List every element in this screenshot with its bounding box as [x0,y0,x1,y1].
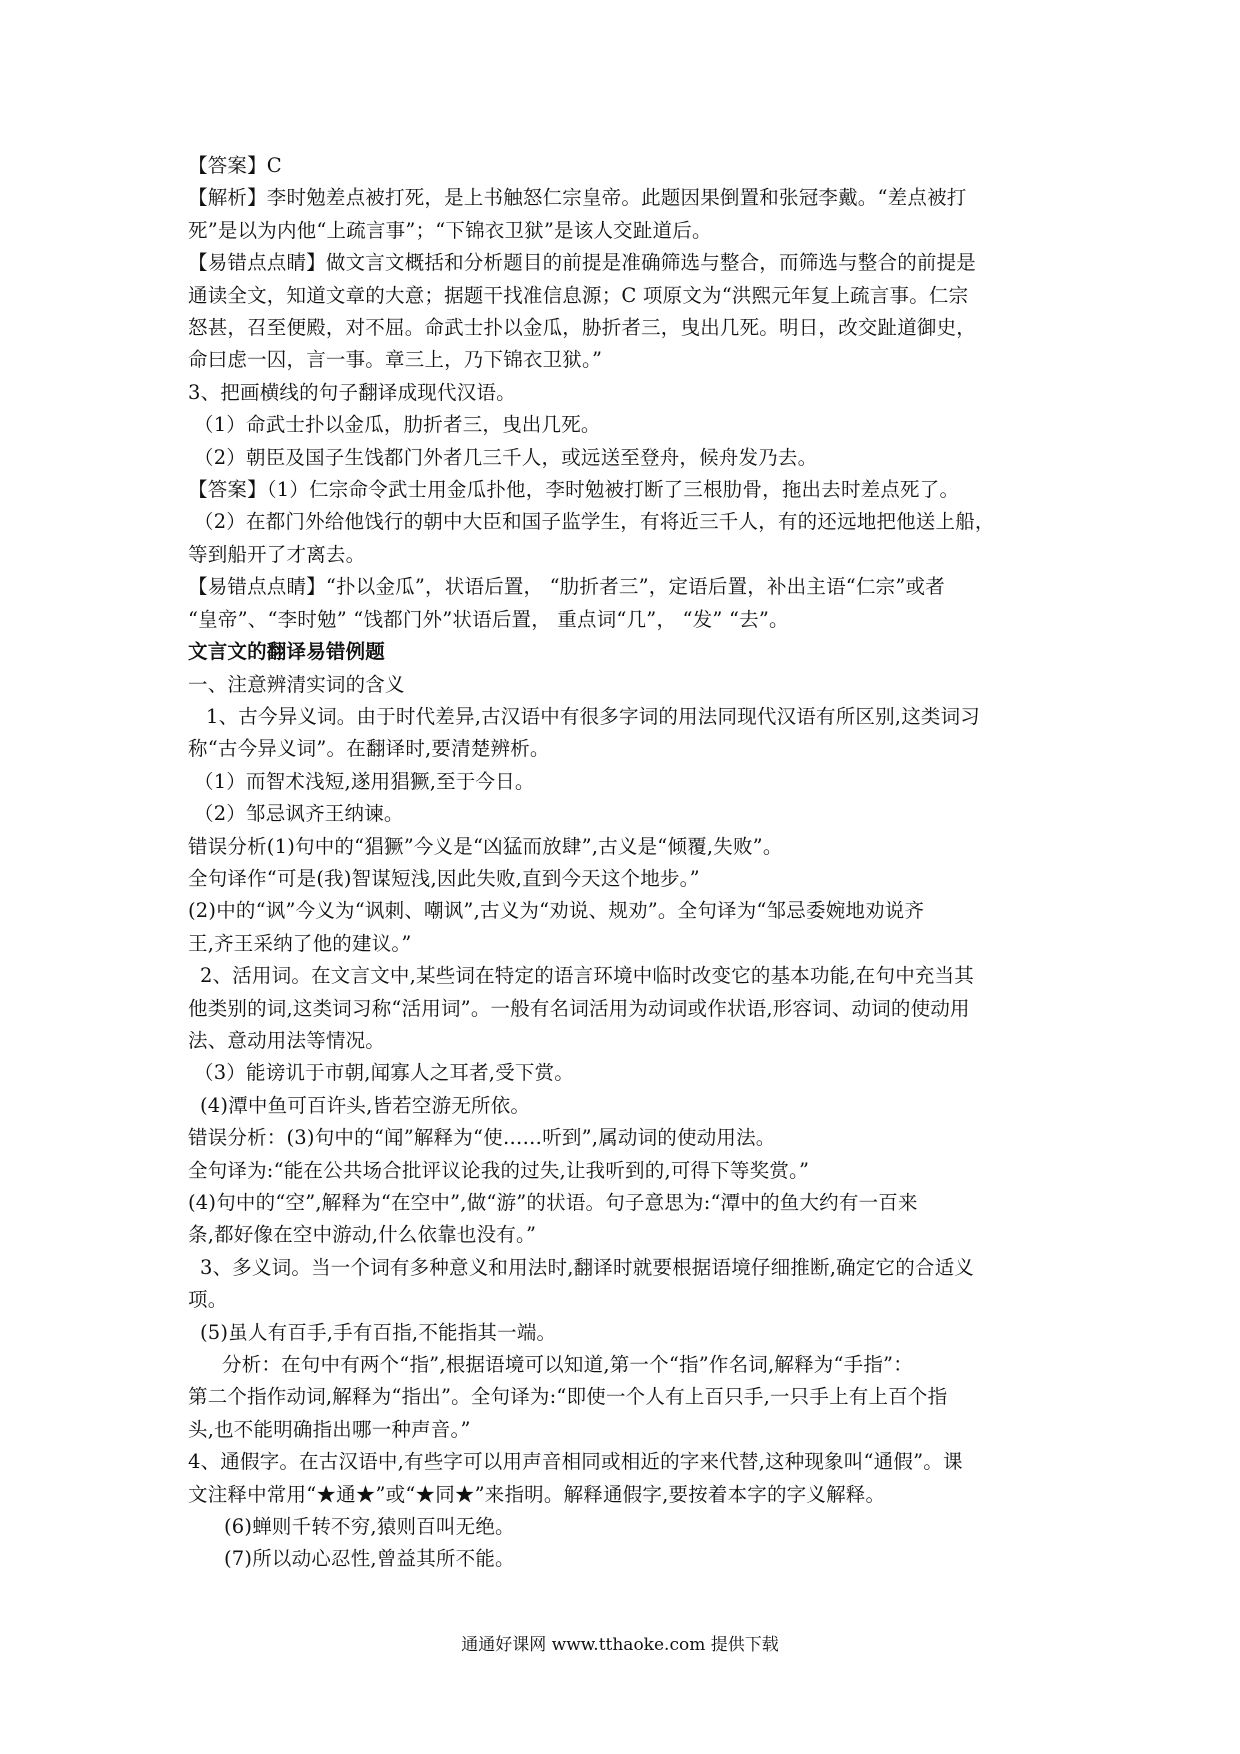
paragraph-line: 称“古今异义词”。在翻译时,要清楚辨析。 [188,737,550,761]
tip-line: “皇帝”、“李时勉” “饯都门外”状语后置， 重点词“几”， “发” “去”。 [188,607,789,631]
tip-line: 【易错点点睛】做文言文概括和分析题目的前提是准确筛选与整合，而筛选与整合的前提是 [188,251,977,275]
paragraph-line: 全句译作“可是(我)智谋短浅,因此失败,直到今天这个地步。” [188,866,700,890]
answer-label-line: 【答案】C [188,154,282,177]
paragraph-line: 全句译为:“能在公共场合批评议论我的过失,让我听到的,可得下等奖赏。” [188,1158,810,1182]
question-item: （1）命武士扑以金瓜，肋折者三，曳出几死。 [194,413,601,437]
paragraph-line: (4)句中的“空”,解释为“在空中”,做“游”的状语。句子意思为:“潭中的鱼大约有一百来 [188,1191,918,1214]
example-item: (7)所以动心忍性,曾益其所不能。 [224,1547,515,1571]
paragraph-line: 分析：在句中有两个“指”,根据语境可以知道,第一个“指”作名词,解释为“手指”： [222,1353,913,1377]
tip-line: 【易错点点睛】“扑以金瓜”，状语后置， “肋折者三”，定语后置，补出主语“仁宗”或者 [188,575,945,599]
paragraph-line: 错误分析(1)句中的“猖獗”今义是“凶猛而放肆”,古义是“倾覆,失败”。 [188,834,783,858]
paragraph-line: 条,都好像在空中游动,什么依靠也没有。” [188,1223,537,1247]
section-heading: 文言文的翻译易错例题 [188,640,386,664]
example-item: （3）能谤讥于市朝,闻寡人之耳者,受下赏。 [194,1061,575,1085]
subsection-heading: 一、注意辨清实词的含义 [188,672,405,696]
paragraph-line: 3、多义词。当一个词有多种意义和用法时,翻译时就要根据语境仔细推断,确定它的合适义 [200,1255,975,1279]
paragraph-line: 第二个指作动词,解释为“指出”。全句译为:“即使一个人有上百只手,一只手上有上百个指 [188,1385,948,1409]
paragraph-line: (2)中的“讽”今义为“讽刺、嘲讽”,古义为“劝说、规劝”。全句译为“邹忌委婉地劝说齐 [188,899,925,923]
paragraph-line: 1、古今异义词。由于时代差异,古汉语中有很多字词的用法同现代汉语有所区别,这类词习 [206,704,981,728]
paragraph-line: 4、通假字。在古汉语中,有些字可以用声音相同或相近的字来代替,这种现象叫“通假”。课 [188,1450,963,1474]
paragraph-line: 王,齐王采纳了他的建议。” [188,931,412,955]
example-item: (5)虽人有百手,手有百指,不能指其一端。 [200,1320,557,1344]
answer-line: （2）在都门外给他饯行的朝中大臣和国子监学生，有将近三千人，有的还远地把他送上船， [194,510,995,534]
paragraph-line: 错误分析：(3)句中的“闻”解释为“使……听到”,属动词的使动用法。 [188,1126,776,1150]
tip-line: 通读全文，知道文章的大意；据题干找准信息源；C 项原文为“洪熙元年复上疏言事。仁宗 [188,283,969,307]
paragraph-line: 他类别的词,这类词习称“活用词”。一般有名词活用为动词或作状语,形容词、动词的使动用 [188,996,970,1020]
question-item: （2）朝臣及国子生饯都门外者几三千人，或远送至登舟，候舟发乃去。 [194,445,818,469]
document-body [188,150,1068,1576]
example-item: (4)潭中鱼可百许头,皆若空游无所依。 [200,1093,531,1117]
example-item: （2）邹忌讽齐王纳谏。 [194,802,404,826]
question-line: 3、把画横线的句子翻译成现代汉语。 [188,380,516,404]
page-footer: 通通好课网 www.tthaoke.com 提供下载 [461,1635,779,1655]
paragraph-line: 头,也不能明确指出哪一种声音。” [188,1417,471,1441]
tip-line: 怒甚，召至便殿，对不屈。命武士扑以金瓜，胁折者三，曳出几死。明日，改交趾道御史， [188,316,977,340]
answer-line: 等到船开了才离去。 [188,542,366,566]
paragraph-line: 法、意动用法等情况。 [188,1028,386,1052]
tip-line: 命曰虑一囚，言一事。章三上，乃下锦衣卫狱。” [188,348,603,372]
paragraph-line: 文注释中常用“★通★”或“★同★”来指明。解释通假字,要按着本字的字义解释。 [188,1482,886,1506]
answer-line: 【答案】（1）仁宗命令武士用金瓜扑他，李时勉被打断了三根肋骨，拖出去时差点死了。 [188,478,960,502]
analysis-line: 死”是以为内他“上疏言事”；“下锦衣卫狱”是该人交趾道后。 [188,218,712,242]
analysis-line: 【解析】李时勉差点被打死，是上书触怒仁宗皇帝。此题因果倒置和张冠李戴。“差点被打 [188,186,967,210]
paragraph-line: 项。 [188,1288,228,1312]
paragraph-line: 2、活用词。在文言文中,某些词在特定的语言环境中临时改变它的基本功能,在句中充当其 [200,964,975,988]
example-item: （1）而智术浅短,遂用猖獗,至于今日。 [194,769,535,793]
example-item: (6)蝉则千转不穷,猿则百叫无绝。 [224,1515,515,1539]
